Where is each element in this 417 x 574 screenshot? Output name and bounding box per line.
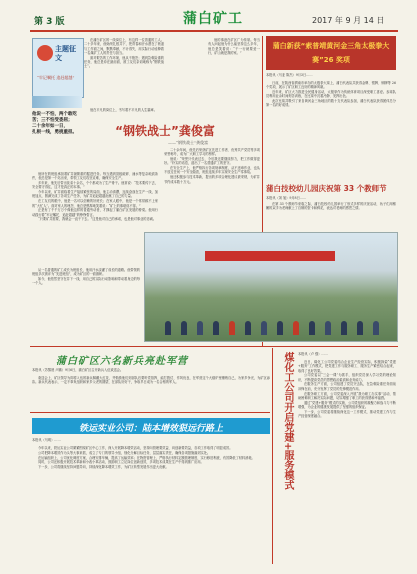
topic-title: 主题征文	[55, 45, 76, 62]
article3-headline: 蒲白技校幼儿园庆祝第 33 个教师节	[266, 184, 387, 193]
article5-byline: 本报讯（卢 强）……	[298, 352, 328, 356]
topic-caption: “牢记嘱托 追赶超越”	[37, 75, 75, 80]
horizontal-rule-2	[30, 412, 270, 413]
header-rule	[30, 30, 398, 32]
teaser-box	[32, 112, 80, 168]
date-label: 2017 年 9 月 14 日	[312, 16, 385, 25]
article5-headline: 煤化工公司开启党建+服务模式	[282, 352, 293, 491]
page-number: 第 3 版	[34, 17, 65, 27]
teaser-line-3: 扎根一线，勇挑重担。	[32, 130, 77, 135]
feature-headline: “钢铁战士”龚俊富	[115, 124, 215, 138]
article2-headline: 蒲白新获“索普靖黄河金三角太极拳大赛”26 奖项	[272, 42, 390, 64]
article4-headline: 铁运实业公司：陆本增效狠远行路上	[78, 424, 223, 434]
article4-byline: 本报讯（马明）……	[32, 438, 61, 442]
feature-body-right: 他的事迹在矿区广为传颂。每当有人问起他为什么能坚持这么多年，他总是笑着说：“干一行就要爱一行，矿山就是我的家。”	[208, 38, 260, 55]
article3-body: 在第 33 个教师节来临之际，蒲白技校幼儿园举行了形式多样的庆祝活动，孩子们用稚嫩的双手为老师献上了自制的贺卡和鲜花，表达对老师的感恩之情。	[266, 202, 396, 211]
feature-body-top: 在蒲白矿区的一线岗位上，有这样一位普通的工人。二十多年来，他始终扎根井下，把青春和汗水洒在了巷道与工作面之间，默默奉献，不计得失，用实际行动诠释着一名煤矿工人的责任与担当。 面对艰苦的工作环境，他从不抱怨；遇到急难险重的任务，他总是冲在最前面，被工友们亲切地称为“钢铁战士”。	[84, 38, 164, 69]
article4-body: 今年以来，铁运实业公司紧紧围绕矿区中心工作，深入开展降本增效活动，坚持向管理要效益、向创新要效益，各项工作取得了明显成效。 公司把降本增效作为头等大事来抓，成立了专门的领导小组，细化分解目标任务，层层落实责任，确保各项措施落到实处。 在运输组织上，公司优化调度方案，合理安排车辆，提高了运输效率；在物资管理上，严格执行材料定额管理制度，实行修旧利废，有效降低了材料消耗。 同时，公司还积极开展技术革新和小改小革活动，鼓励职工立足岗位创新创效，多项技术成果在生产中得到推广应用。 下一步，公司将继续坚持问题导向，持续深化降本增效工作，为矿区转型发展作出更大贡献。	[38, 446, 255, 470]
topic-banner-image	[32, 96, 82, 108]
header-bar	[0, 0, 417, 28]
horizontal-rule-1	[30, 346, 398, 347]
article2-byline: 本报讯（马亚 陈杰）9月3日……	[266, 73, 313, 77]
feature-body-mid: 二十余年间，他先后荣获矿区先进工作者、优秀共产党员等多项荣誉称号，成为广大职工学习的榜样。 他说：“荣誉只代表过去，今后我还要继续努力，把工作做得更好。”朴实的话语，道出了一名普通矿工的坚守。 在安全生产上，他严格执行各项规章制度，从不违章作业，也从不放过任何一个安全隐患，班组连续多年实现安全生产零事故。 他还积极参与技术革新，提出的多项合理化建议被采纳，为矿井节约成本数十万元。	[164, 148, 260, 184]
feature-subtitle: ——“钢铁战士”龚俊富	[168, 140, 209, 145]
feature-body-main: 他所在的班组承担着矿井最繁重的掘进任务。每当遇到顶板破碎、涌水等复杂地质条件，他总是第一个站出来，带领工友们攻坚克难，确保安全生产。 多年来，他先后带出徒弟十余名，个个都成为了生产骨干。他常说：“技术要传下去，安全要守得住，这才是真正的本事。” 今年以来，矿井面临着生产接续紧张的局面，他主动请缨，连续奋战在生产一线，加班加点，圆满完成了各项生产任务，为矿井追赶超越贡献了自己的力量。 在工友们的眼中，他是一名可以信赖的好班长；在家人眼中，他是一个常常顾不上家的“大忙人”。面对家人的埋怨，他总是憨厚地笑着说：“矿上的事耽误不得。” 正是有了千千万万个像他这样的普通劳动者，才撑起了蒲白矿区发展的脊梁。他用行动践行着“牢记嘱托、追赶超越”的铮铮誓言。 “只要矿井需要，我就会一直干下去。”这是他对自己的承诺，也是他对事业的忠诚。	[32, 172, 158, 222]
column-divider-2	[272, 348, 273, 564]
teaser-line-1: 他说一不怕，两个敢吃苦；三不怕受委屈；	[32, 112, 77, 123]
article5-body: 近日，煤化工公司党委结合企业生产经营实际，积极探索“党建+服务”工作模式，把党建工作与服务职工、服务生产紧密结合起来，取得了良好效果。 公司党委以“三会一课”为抓手，组织党员深入学习党的理论知识，不断提高党员的思想政治素质和业务能力。 在服务生产方面，公司组建了党员突击队，在急难险重任务面前冲锋在前，充分发挥了党员的先锋模范作用。 在服务职工方面，公司党委深入开展“我为职工办实事”活动，帮助困难职工解决实际问题，切实增强了职工的获得感和幸福感。 通过“党建+服务”模式的实施，公司党组织的凝聚力和战斗力不断增强，为企业的健康发展提供了坚强的组织保证。 下一步，公司党委将继续深化这一工作模式，推动党建工作与生产经营深度融合。	[298, 360, 396, 419]
article3-byline: 本报讯（刘 旭）9月8日……	[266, 196, 307, 200]
teaser-line-2: 二十余年如一日，	[32, 124, 68, 129]
topic-banner	[32, 38, 84, 98]
feature-body-lower: 从一名普通的矿工成长为班组长，他用汗水浇灌了成长的道路。他带领的班组多次被评为“先进班组”，成为矿区的一面旗帜。 如今，他依然坚守在井下一线，用自己的实际行动影响和带动着身边的每一个人。	[32, 268, 140, 286]
article2-body: 日前，在陕西省渭南市举办的太极拳大赛上，蒲白代表队共获得金牌、银牌、铜牌等 26 个奖项，展示了矿区职工良好的精神风貌。 近年来，矿区大力推进全民健身活动，太极拳作为传统体育项目深受职工喜爱。参赛队员利用业余时间刻苦训练，在比赛中沉着冷静、发挥出色。 此次比赛共吸引了来自黄河金三角地区的数十支代表队参加，蒲白代表队获得团体总分第一名的好成绩。	[266, 81, 396, 108]
article1-body: 欢送会上，矿区领导为即将入伍的新兵佩戴大红花，并勉励他们到部队后要听党指挥、能打胜仗、作风优良，在军营这个大熔炉里锤炼自己，为家乡争光，为矿区添彩。新兵代表表示，一定不辜负组织和家乡父老的期望，在部队好好干，争取早日成为一名合格的军人。	[32, 376, 270, 385]
event-photo	[144, 232, 398, 342]
feature-body-top-2: 他在平凡的岗位上，书写着不平凡的人生篇章。	[90, 108, 157, 112]
article1-headline: 蒲白矿区六名新兵亮赴军营	[56, 356, 188, 367]
article1-byline: 本报讯（苏黎晨 卢鹏）9月6日，蒲白矿区召开新兵入伍欢送会。	[32, 368, 124, 372]
masthead-title: 蒲白矿工	[183, 11, 243, 27]
